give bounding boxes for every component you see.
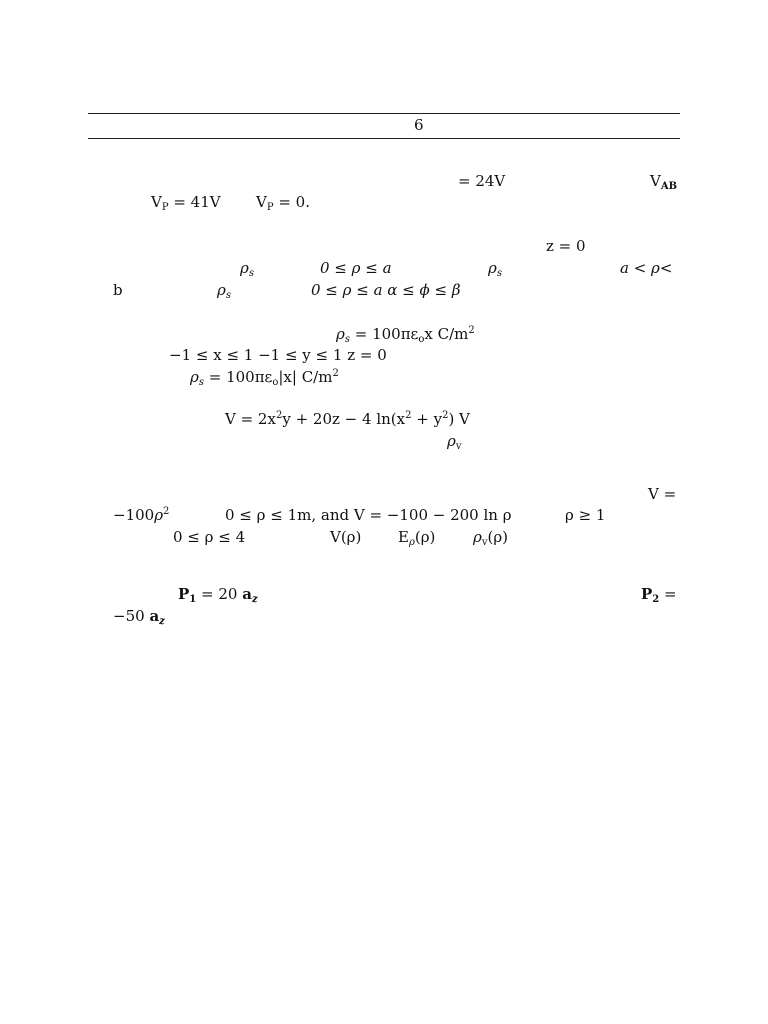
page-number: 6 — [414, 116, 424, 134]
eq-24v: = 24V — [458, 172, 506, 190]
potential-equation: $V = 2x^2y + 20z - 4$ $\ln(x^2 + y^2)$ V — [225, 410, 470, 428]
v-of-rho: V(ρ) — [330, 528, 362, 546]
z-equals-0: z = 0 — [546, 237, 586, 255]
vp-41v: $V_P = 41V$ — [151, 193, 221, 213]
v-equals: V = — [648, 485, 677, 503]
range-1: 0 ≤ ρ ≤ a — [320, 259, 392, 277]
header-top-rule — [88, 113, 680, 114]
p2-vector: $P_2$ = — [641, 585, 677, 605]
range-line-5: 0 ≤ ρ ≤ 1m, and V = −100 − 200 ln ρ — [225, 506, 512, 524]
range-2: a < ρ< — [620, 259, 673, 277]
rho-geq-1: ρ ≥ 1 — [565, 506, 606, 524]
p1-vector: $P_1 = 20$ $a_z$ — [178, 585, 258, 605]
rho-s-eq-2: $\rho_s = 100\pi\varepsilon_o|x|$ $C/m^2$ — [190, 368, 339, 388]
b-label: b — [113, 281, 123, 299]
range-3: 0 ≤ ρ ≤ a α ≤ ϕ ≤ β — [311, 281, 461, 299]
v-ab: $V_{AB}$ — [650, 172, 678, 192]
header-bottom-rule — [88, 138, 680, 139]
minus-50-az: −50 $a_z$ — [113, 607, 165, 627]
range-0-4: 0 ≤ ρ ≤ 4 — [173, 528, 246, 546]
rho-v: $\rho_v$ — [447, 432, 462, 452]
rho-s-1: $\rho_s$ — [240, 259, 254, 279]
e-rho: $E_\rho(\rho)$ — [398, 528, 436, 548]
rho-s-eq-1: $\rho_s = 100\pi\varepsilon_ox$ $C/m^2$ — [336, 325, 475, 345]
rho-v-rho: $\rho_v(\rho)$ — [473, 528, 509, 548]
bounds: −1 ≤ x ≤ 1 −1 ≤ y ≤ 1 z = 0 — [169, 346, 387, 364]
vp-0: $V_P = 0$. — [256, 193, 310, 213]
rho-s-2: $\rho_s$ — [488, 259, 502, 279]
minus-100-rho2: $-100\rho^2$ — [113, 506, 170, 524]
rho-s-3: $\rho_s$ — [217, 281, 231, 301]
